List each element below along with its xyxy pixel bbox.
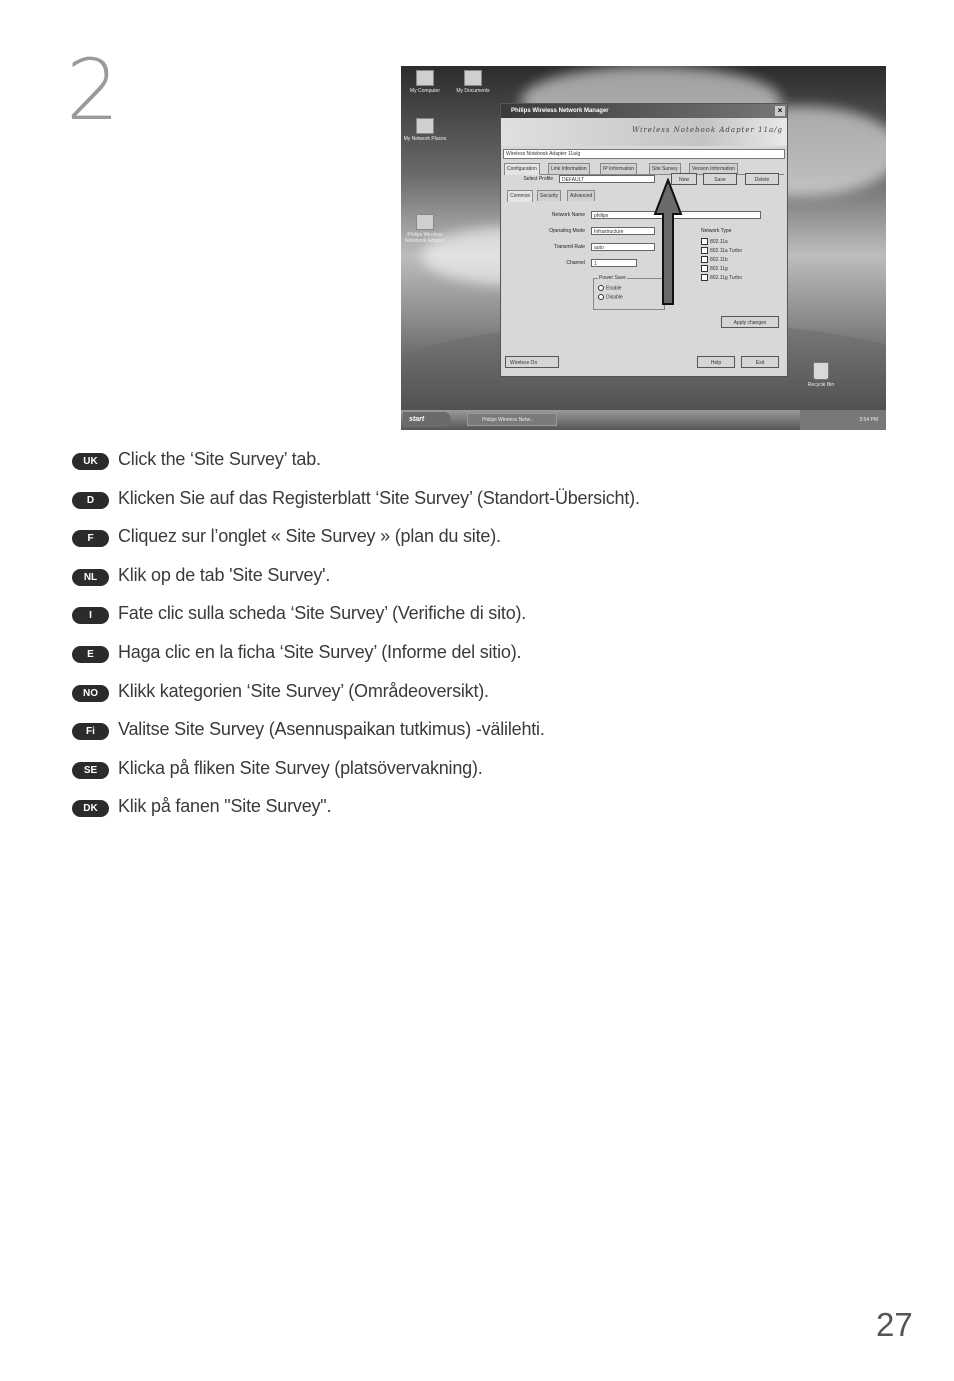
transmit-rate-field[interactable]: auto	[591, 243, 655, 251]
instruction-text: Klicka på fliken Site Survey (platsövervakning).	[118, 758, 483, 778]
language-badge: DK	[72, 800, 109, 817]
radio-power-enable[interactable]: Enable	[598, 285, 622, 291]
instruction-row	[72, 716, 932, 742]
wireless-icon	[416, 214, 434, 230]
tab-link-information[interactable]: Link Information	[548, 163, 590, 174]
instruction-text: Cliquez sur l’onglet « Site Survey » (plan du site).	[118, 526, 501, 546]
main-tabs	[504, 163, 784, 175]
instruction-row	[72, 793, 932, 819]
adapter-banner: Wireless Notebook Adapter 11a/g	[501, 118, 787, 146]
operating-mode-label: Operating Mode	[549, 228, 585, 234]
instruction-text: Klikk kategorien ‘Site Survey’ (Områdeoversikt).	[118, 681, 489, 701]
delete-button[interactable]: Delete	[745, 173, 779, 185]
instruction-text: Klik op de tab 'Site Survey'.	[118, 565, 331, 585]
taskbar	[401, 410, 886, 430]
start-button[interactable]: start	[403, 412, 451, 427]
language-badge: NO	[72, 685, 109, 702]
arrow-pointer-icon	[653, 178, 683, 308]
select-profile-field[interactable]: DEFAULT	[559, 175, 655, 183]
window-title: Philips Wireless Network Manager ×	[501, 104, 787, 118]
tab-version-information[interactable]: Version Information	[689, 163, 738, 174]
new-button[interactable]: New	[671, 173, 697, 185]
radio-power-disable[interactable]: Disable	[598, 294, 623, 300]
taskbar-item-wireless[interactable]: Philips Wireless Netw...	[467, 413, 557, 426]
network-type-label: Network Type	[701, 228, 732, 234]
language-badge: NL	[72, 569, 109, 586]
computer-icon	[416, 70, 434, 86]
tab-ip-information[interactable]: IP Information	[600, 163, 637, 174]
instruction-row	[72, 562, 932, 588]
page-number: 27	[876, 1306, 913, 1343]
instruction-text: Haga clic en la ficha ‘Site Survey’ (Informe del sitio).	[118, 642, 522, 662]
close-button[interactable]: ×	[775, 106, 785, 116]
instruction-row	[72, 678, 932, 704]
desktop-icon-network-places[interactable]: My Network Places	[403, 118, 447, 142]
channel-label: Channel	[566, 260, 585, 266]
network-name-label: Network Name	[551, 212, 585, 218]
step-number: 2	[66, 41, 120, 139]
apply-changes-button[interactable]: Apply changes	[721, 316, 779, 328]
language-badge: SE	[72, 762, 109, 779]
select-profile-label: Select Profile	[523, 176, 553, 182]
language-badge: UK	[72, 453, 109, 470]
tab-configuration[interactable]: Configuration	[504, 163, 540, 175]
checkbox-802-11a-turbo[interactable]: 802.11a Turbo	[701, 247, 742, 254]
language-badge: E	[72, 646, 109, 663]
recycle-bin[interactable]: Recycle Bin	[801, 362, 841, 388]
language-badge: I	[72, 607, 109, 624]
folder-icon	[464, 70, 482, 86]
instruction-row	[72, 523, 932, 549]
tab-site-survey[interactable]: Site Survey	[649, 163, 681, 174]
help-button[interactable]: Help	[697, 356, 735, 368]
operating-mode-field[interactable]: Infrastructure	[591, 227, 655, 235]
channel-field[interactable]: 1	[591, 259, 637, 267]
subtab-advanced[interactable]: Advanced	[567, 190, 595, 201]
language-badge: D	[72, 492, 109, 509]
screenshot-figure	[401, 66, 886, 430]
system-tray-clock: 3:54 PM	[800, 410, 886, 430]
wireless-manager-window	[500, 103, 788, 377]
checkbox-802-11a[interactable]: 802.11a	[701, 238, 728, 245]
checkbox-802-11b[interactable]: 802.11b	[701, 256, 728, 263]
adapter-select[interactable]: Wireless Notebook Adapter 11a/g	[503, 149, 785, 159]
instruction-text: Fate clic sulla scheda ‘Site Survey’ (Verifiche di sito).	[118, 603, 527, 623]
instruction-row	[72, 446, 932, 472]
language-badge: F	[72, 530, 109, 547]
instruction-text: Valitse Site Survey (Asennuspaikan tutkimus) -välilehti.	[118, 719, 545, 739]
instruction-row	[72, 485, 932, 511]
subtab-security[interactable]: Security	[537, 190, 561, 201]
network-name-field[interactable]: philips	[591, 211, 761, 219]
save-button[interactable]: Save	[703, 173, 737, 185]
checkbox-802-11g[interactable]: 802.11g	[701, 265, 728, 272]
network-icon	[416, 118, 434, 134]
instruction-row	[72, 755, 932, 781]
exit-button[interactable]: Exit	[741, 356, 779, 368]
desktop-icon-my-computer[interactable]: My Computer	[403, 70, 447, 94]
instruction-text: Click the ‘Site Survey’ tab.	[118, 449, 321, 469]
subtab-common[interactable]: Common	[507, 190, 533, 202]
instruction-row	[72, 600, 932, 626]
transmit-rate-label: Transmit Rate	[553, 244, 585, 250]
recycle-bin-icon	[813, 362, 829, 380]
instruction-text: Klicken Sie auf das Registerblatt ‘Site Survey’ (Standort-Übersicht).	[118, 488, 640, 508]
language-badge: Fi	[72, 723, 109, 740]
configuration-panel	[505, 176, 781, 326]
checkbox-802-11g-turbo[interactable]: 802.11g Turbo	[701, 274, 742, 281]
power-save-label: Power Save	[599, 275, 626, 281]
wireless-on-toggle[interactable]: Wireless On	[505, 356, 559, 368]
instruction-row	[72, 639, 932, 665]
desktop-icon-my-documents[interactable]: My Documents	[451, 70, 495, 94]
desktop-icon-wireless[interactable]: Philips Wireless Notebook Adapter	[403, 214, 447, 244]
instruction-text: Klik på fanen "Site Survey".	[118, 796, 332, 816]
